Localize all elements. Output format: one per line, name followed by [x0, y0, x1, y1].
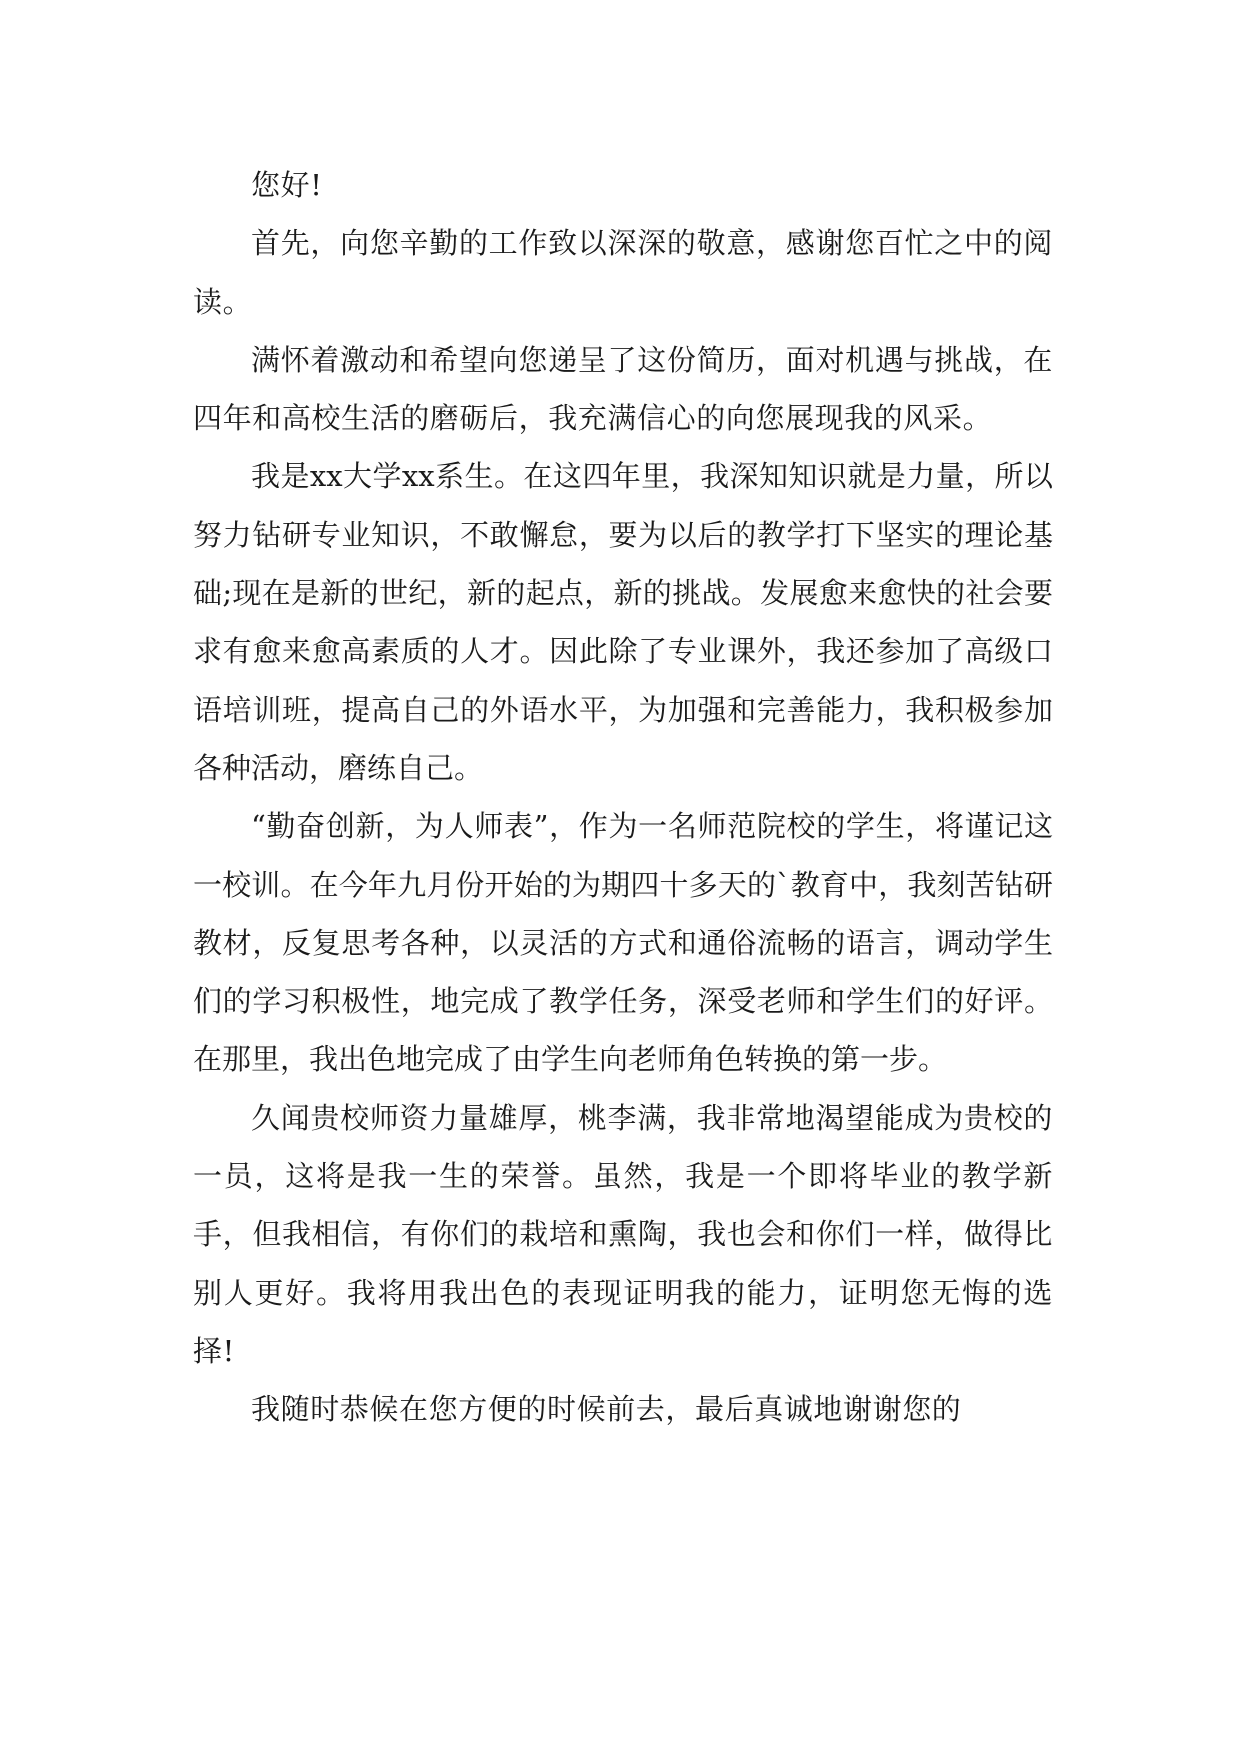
paragraph-closing: 我随时恭候在您方便的时候前去，最后真诚地谢谢您的 — [251, 1392, 962, 1427]
paragraph-aspiration: 久闻贵校师资力量雄厚，桃李满，我非常地渴望能成为贵校的一员，这将是我一生的荣誉。虽然，我是一个即将毕业的教学新手，但我相信，有你们的栽培和熏陶，我也会和你们一样，做得比别人更好。我将用我出色的表现证明我的能力，证明您无悔的选择! — [193, 1100, 1053, 1368]
paragraph-education: 我是xx大学xx系生。在这四年里，我深知知识就是力量，所以努力钻研专业知识，不敢懈怠，要为以后的教学打下坚实的理论基础;现在是新的世纪，新的起点，新的挑战。发展愈来愈快的社会要求有愈来愈高素质的人才。因此除了专业课外，我还参加了高级口语培训班，提高自己的外语水平，为加强和完善能力，我积极参加各种活动，磨练自己。 — [193, 459, 1053, 785]
paragraph-thanks: 首先，向您辛勤的工作致以深深的敬意，感谢您百忙之中的阅读。 — [193, 226, 1053, 319]
letter-body — [193, 156, 1053, 1439]
greeting: 您好! — [251, 168, 323, 202]
paragraph-teaching-practice: “勤奋创新，为人师表”，作为一名师范院校的学生，将谨记这一校训。在今年九月份开始的为期四十多天的`教育中，我刻苦钻研教材，反复思考各种，以灵活的方式和通俗流畅的语言，调动学生们的学习积极性，地完成了教学任务，深受老师和学生们的好评。在那里，我出色地完成了由学生向老师角色转换的第一步。 — [193, 809, 1053, 1077]
paragraph-intro: 满怀着激动和希望向您递呈了这份简历，面对机遇与挑战，在四年和高校生活的磨砺后，我充满信心的向您展现我的风采。 — [193, 342, 1053, 436]
